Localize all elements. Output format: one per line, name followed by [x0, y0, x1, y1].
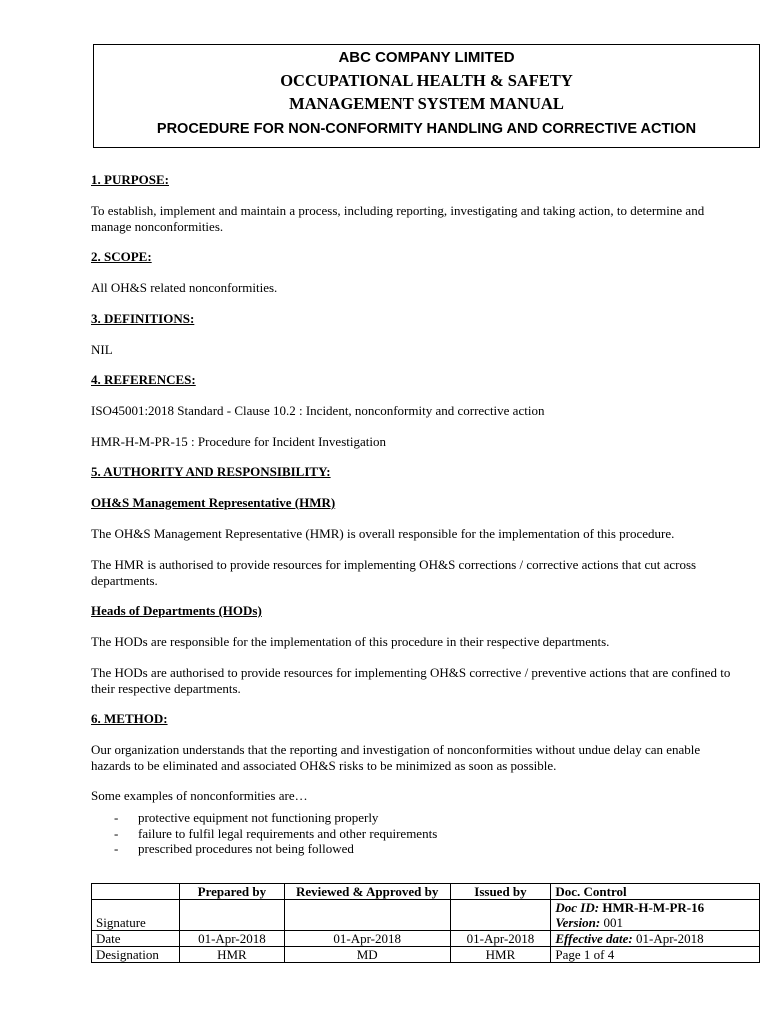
table-header-cell: Issued by [450, 884, 551, 900]
purpose-heading: 1. PURPOSE: [91, 172, 169, 187]
effective-date-label: Effective date: [555, 931, 633, 946]
company-name: ABC COMPANY LIMITED [338, 49, 515, 66]
scope-text: All OH&S related nonconformities. [91, 280, 278, 295]
document-control-table [91, 883, 760, 963]
hmr-text-2: The HMR is authorised to provide resources for implementing OH&S corrections / corrective actions that cut across departments. [91, 557, 697, 588]
signature-cell [450, 900, 551, 931]
table-cell: 01-Apr-2018 [179, 931, 284, 947]
doc-id-value: HMR-H-M-PR-16 [602, 900, 705, 915]
table-cell: 01-Apr-2018 [450, 931, 551, 947]
version-label: Version: [555, 915, 601, 930]
effective-date-cell [551, 931, 760, 947]
scope-heading: 2. SCOPE: [91, 249, 152, 264]
examples-list [91, 810, 739, 857]
procedure-title: PROCEDURE FOR NON-CONFORMITY HANDLING AND CORRECTIVE ACTION [156, 121, 697, 137]
signature-cell [179, 900, 284, 931]
table-cell: MD [284, 947, 450, 963]
method-text: Our organization understands that the reporting and investigation of nonconformities without undue delay can enable hazards to be eliminated and associated OH&S risks to be minimized as soon as possible. [91, 742, 701, 773]
table-header-cell: Prepared by [179, 884, 284, 900]
signature-cell [284, 900, 450, 931]
table-cell: HMR [450, 947, 551, 963]
doc-id-label: Doc ID: [555, 900, 600, 915]
doc-id-cell [551, 900, 760, 931]
document-header [93, 44, 760, 148]
examples-intro: Some examples of nonconformities are… [91, 788, 308, 803]
references-heading: 4. REFERENCES: [91, 372, 196, 387]
table-row [92, 931, 760, 947]
table-cell: 01-Apr-2018 [284, 931, 450, 947]
reference-item: HMR-H-M-PR-15 : Procedure for Incident Investigation [91, 434, 386, 449]
manual-title-line2: MANAGEMENT SYSTEM MANUAL [289, 94, 564, 113]
list-item: - protective equipment not functioning properly [91, 810, 739, 826]
table-header-cell: Reviewed & Approved by [284, 884, 450, 900]
hmr-text-1: The OH&S Management Representative (HMR) is overall responsible for the implementation of this procedure. [91, 526, 675, 541]
hod-subheading: Heads of Departments (HODs) [91, 603, 262, 618]
method-heading: 6. METHOD: [91, 711, 168, 726]
table-row [92, 900, 760, 931]
purpose-text: To establish, implement and maintain a process, including reporting, investigating and taking action, to determine and manage nonconformities. [91, 203, 705, 234]
effective-date-value: 01-Apr-2018 [636, 931, 704, 946]
list-item: - prescribed procedures not being followed [91, 841, 739, 857]
definitions-heading: 3. DEFINITIONS: [91, 311, 195, 326]
reference-item: ISO45001:2018 Standard - Clause 10.2 : Incident, nonconformity and corrective action [91, 403, 545, 418]
table-cell: Designation [92, 947, 180, 963]
hmr-subheading: OH&S Management Representative (HMR) [91, 495, 336, 510]
table-header-cell: Doc. Control [551, 884, 760, 900]
table-row [92, 947, 760, 963]
table-cell: HMR [179, 947, 284, 963]
table-cell: Date [92, 931, 180, 947]
manual-title-line1: OCCUPATIONAL HEALTH & SAFETY [280, 71, 573, 90]
hod-text-2: The HODs are authorised to provide resources for implementing OH&S corrective / preventive actions that are confined to their respective departments. [91, 665, 731, 696]
definitions-text: NIL [91, 342, 113, 357]
page-info: Page 1 of 4 [551, 947, 760, 963]
table-row [92, 884, 760, 900]
authority-heading: 5. AUTHORITY AND RESPONSIBILITY: [91, 464, 331, 479]
hod-text-1: The HODs are responsible for the implementation of this procedure in their respective departments. [91, 634, 610, 649]
version-value: 001 [603, 915, 623, 930]
signature-label: Signature [92, 900, 180, 931]
list-item: - failure to fulfil legal requirements and other requirements [91, 826, 739, 842]
table-header-cell [92, 884, 180, 900]
